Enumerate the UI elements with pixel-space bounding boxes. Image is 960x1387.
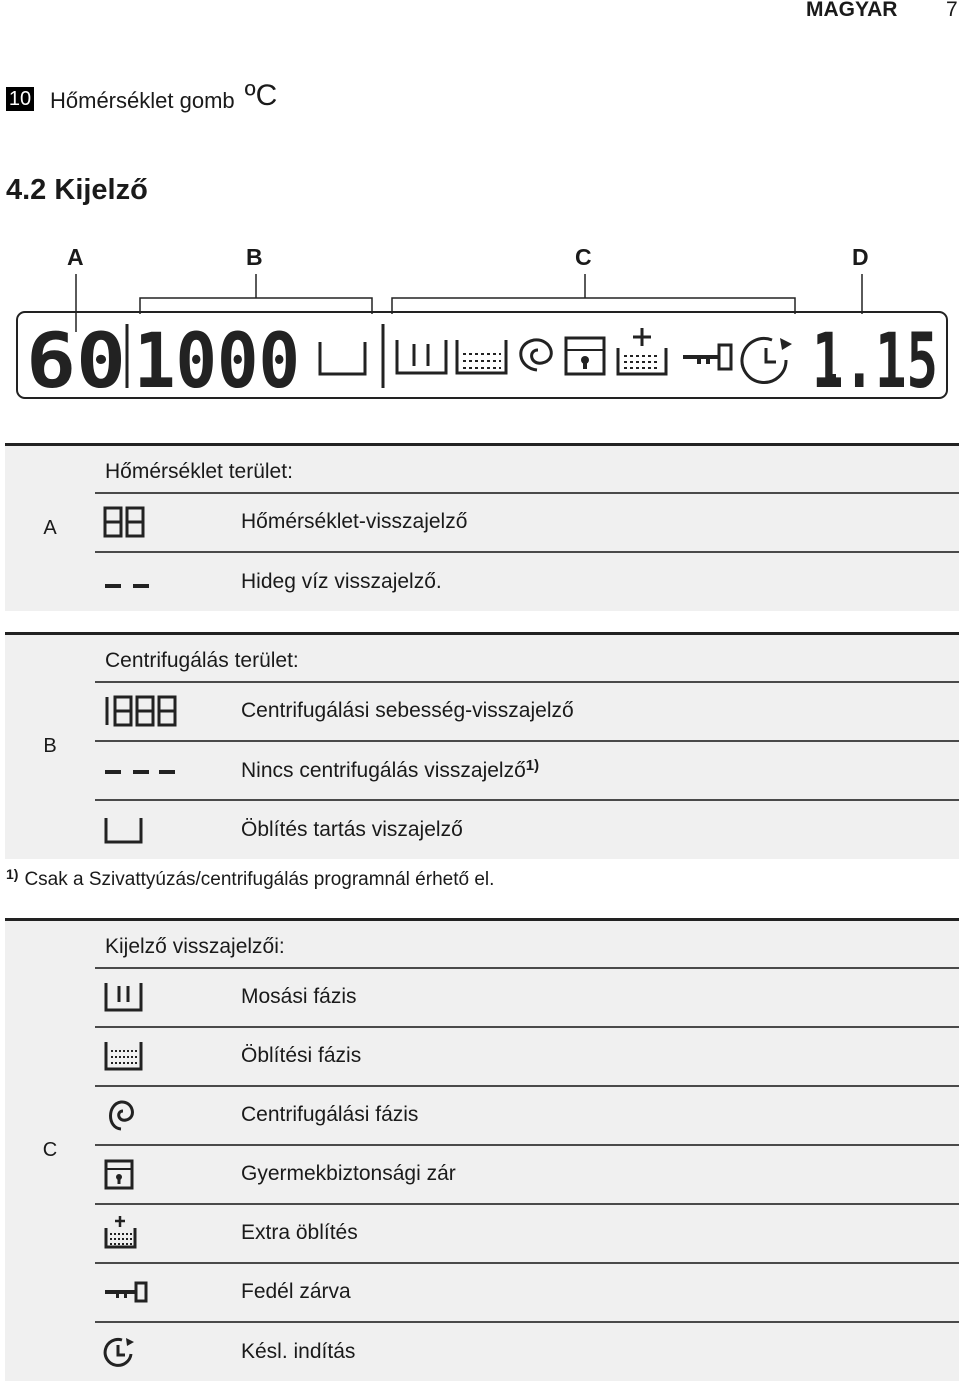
celsius-symbol: ºC [244, 79, 278, 112]
triple-dash-icon [103, 760, 183, 780]
child-lock-icon [103, 1157, 147, 1191]
spin-phase-icon [103, 1098, 147, 1132]
table-row [5, 682, 959, 741]
footnote-mark: 1) [6, 866, 19, 882]
table-b-label: B [43, 735, 57, 758]
display-letter-a: A [67, 244, 84, 270]
extra-rinse-icon [103, 1216, 147, 1250]
display-time-digits: 1.15 [812, 316, 938, 405]
display-illustration [0, 270, 960, 410]
temperature-button-label: Hőmérséklet gomb [50, 88, 235, 113]
table-c-row-3-text: Centrifugálási fázis [235, 1086, 959, 1145]
table-row [5, 1263, 959, 1322]
table-b-row-2-text: Nincs centrifugálás visszajelző [241, 759, 526, 782]
table-row [5, 1322, 959, 1381]
rinse-hold-icon [103, 814, 147, 846]
table-spin-area [5, 632, 959, 859]
table-c-header: Kijelző visszajelzői: [105, 934, 285, 958]
table-row [5, 552, 959, 611]
table-c-row-6-text: Fedél zárva [235, 1263, 959, 1322]
double-dash-icon [103, 572, 153, 592]
item-number-badge: 10 [6, 87, 34, 111]
1888-digits-icon [103, 695, 183, 727]
88-digits-icon [103, 506, 147, 538]
delay-start-icon [103, 1334, 147, 1370]
table-c-row-7-text: Késl. indítás [235, 1322, 959, 1381]
table-a-row-1-text: Hőmérséklet-visszajelző [235, 493, 959, 552]
table-c-row-5-text: Extra öblítés [235, 1204, 959, 1263]
table-c-label: C [42, 1139, 58, 1162]
table-b-header: Centrifugálás terület: [105, 648, 299, 672]
wash-phase-icon [103, 980, 147, 1014]
page-number: 7 [946, 0, 958, 21]
temperature-button-item [6, 79, 278, 114]
footnote-text: Csak a Szivattyúzás/centrifugálás programnál érhető el. [24, 869, 495, 890]
table-temperature-area [5, 443, 959, 611]
table-row [5, 1145, 959, 1204]
header-language: MAGYAR [806, 0, 898, 21]
table-display-indicators [5, 918, 959, 1381]
table-b-row-1-text: Centrifugálási sebesség-visszajelző [235, 682, 959, 741]
display-letter-c: C [575, 244, 592, 270]
table-a-label: A [43, 516, 57, 539]
footnote-reference: 1) [525, 757, 540, 774]
section-title: 4.2 Kijelző [6, 174, 148, 206]
display-temp-digits: 60 [26, 316, 126, 405]
footnote [6, 866, 494, 891]
table-row [5, 1204, 959, 1263]
table-c-row-4-text: Gyermekbiztonsági zár [235, 1145, 959, 1204]
table-row [5, 741, 959, 800]
table-a-row-2-text: Hideg víz visszajelző. [235, 552, 959, 611]
table-row [5, 493, 959, 552]
table-row [5, 968, 959, 1027]
table-row [5, 800, 959, 859]
table-b-row-3-text: Öblítés tartás viszajelző [235, 800, 959, 859]
table-c-row-2-text: Öblítési fázis [235, 1027, 959, 1086]
table-c-row-1-text: Mosási fázis [235, 968, 959, 1027]
table-a-header: Hőmérséklet terület: [105, 459, 293, 483]
display-speed-digits: 1000 [134, 316, 300, 405]
display-letter-b: B [246, 244, 263, 270]
rinse-phase-icon [103, 1039, 147, 1073]
lid-locked-icon [103, 1275, 153, 1309]
display-letter-d: D [852, 244, 869, 270]
table-row [5, 1027, 959, 1086]
table-row [5, 1086, 959, 1145]
